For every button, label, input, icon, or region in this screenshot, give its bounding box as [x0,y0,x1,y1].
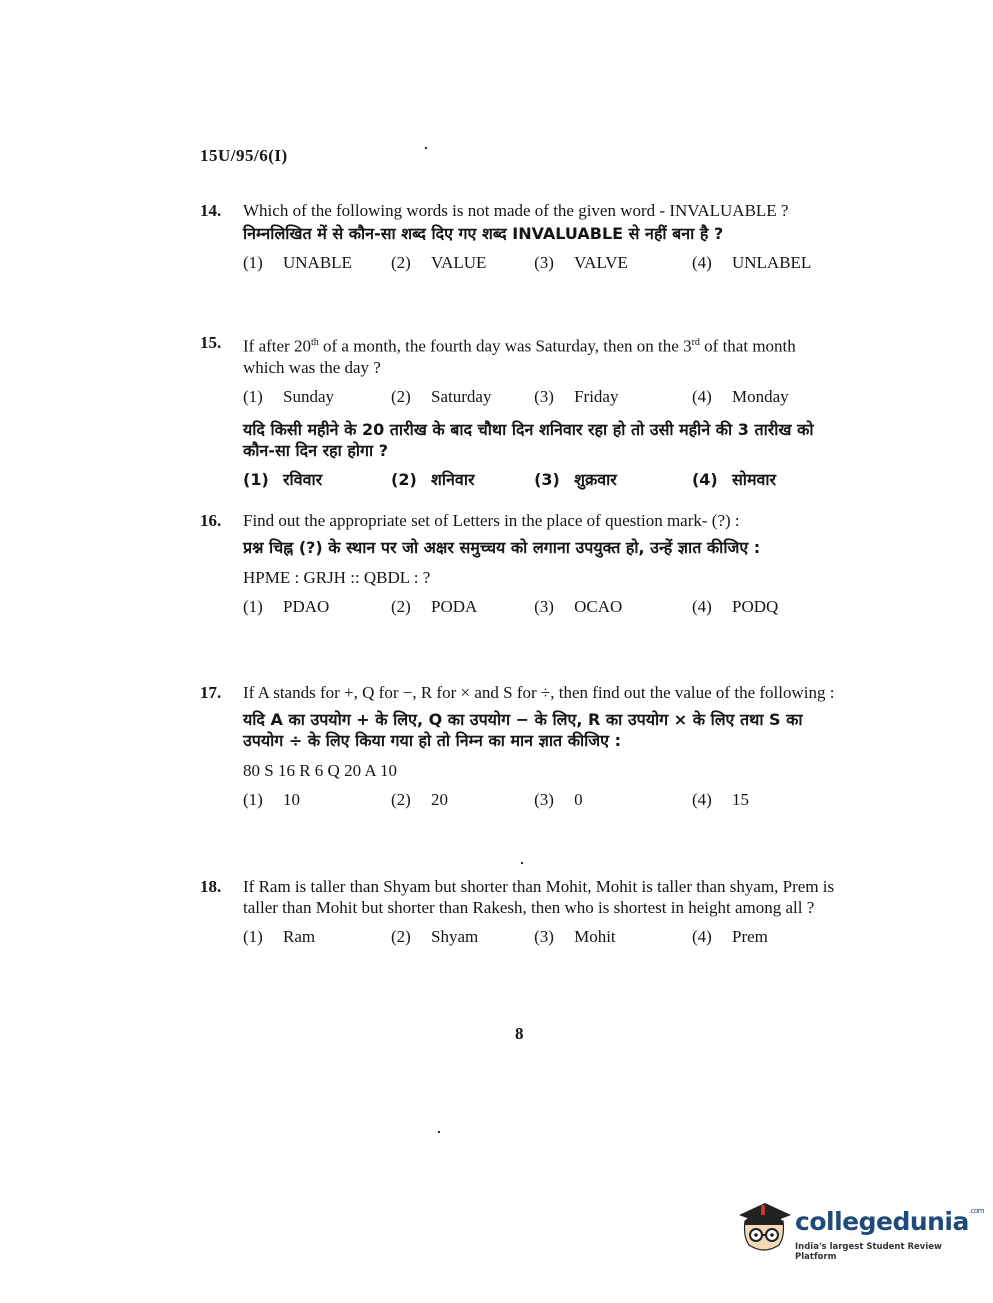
options [243,252,840,273]
option-2: (2) Saturday [391,386,492,406]
question-text-hi: निम्नलिखित में से कौन-सा शब्द दिए गए शब्द INVALUABLE से नहीं बना है ? [243,224,724,243]
options [243,926,840,947]
option-2: (2) PODA [391,597,478,616]
question-18 [200,876,840,947]
question-text-en: If Ram is taller than Shyam but shorter than Mohit, Mohit is taller than shyam, Prem is taller than Mohit but shorter than Rakesh, then who is shortest in height among all ? [243,877,835,917]
option-1: (1) PDAO [243,597,330,616]
option-3-hi: (3) शुक्रवार [534,469,617,489]
option-2: (2) Shyam [391,927,479,946]
options [243,386,840,407]
question-number: 18. [200,877,222,896]
option-3: (3) 0 [534,790,583,809]
mascot-icon [735,1197,793,1257]
question-text-hi: प्रश्न चिह्न (?) के स्थान पर जो अक्षर समुच्चय को लगाना उपयुक्त हो, उन्हें ज्ञात कीजिए : [243,538,761,557]
question-number: 15. [200,333,222,352]
option-1-hi: (1) रविवार [243,469,323,489]
option-1: (1) 10 [243,790,300,809]
option-4: (4) Prem [691,927,768,946]
option-1: (1) Sunday [243,386,334,406]
brand-name: collegedunia$^{.com}$ [795,1207,985,1236]
question-number: 16. [200,511,222,530]
question-text-en: If after 20th of a month, the fourth day was Saturday, then on the 3rd of that month which was the day ? [243,336,796,377]
question-number: 14. [200,201,222,220]
question-text-hi: यदि किसी महीने के 20 तारीख के बाद चौथा दिन शनिवार रहा हो तो उसी महीने की 3 तारीख को कौन-सा दिन रहा होगा ? [243,419,814,460]
options [243,789,840,810]
question-15 [200,332,840,490]
scan-speck [521,862,523,864]
option-2: (2) VALUE [391,253,487,272]
scan-speck [425,147,427,149]
option-4-hi: (4) सोमवार [691,469,777,489]
page-number: 8 [515,1024,524,1043]
question-number: 17. [200,683,222,702]
option-2-hi: (2) शनिवार [391,469,475,489]
option-3: (3) VALVE [534,253,628,272]
letter-sequence: HPME : GRJH :: QBDL : ? [243,568,431,587]
paper-code: 15U/95/6(I) [200,146,288,165]
question-text-en: Find out the appropriate set of Letters in the place of question mark- (?) : [243,511,740,530]
question-text-en: Which of the following words is not made of the given word - INVALUABLE ? [243,201,789,220]
option-4: (4) 15 [691,790,749,809]
question-text-hi: यदि A का उपयोग + के लिए, Q का उपयोग − के लिए, R का उपयोग × के लिए तथा S का उपयोग ÷ के लिए किया गया हो तो निम्न का मान ज्ञात कीजिए : [243,710,803,750]
option-2: (2) 20 [391,790,449,809]
option-4: (4) UNLABEL [691,253,812,272]
option-1: (1) UNABLE [243,253,352,272]
options [243,596,840,617]
collegedunia-logo [735,1195,985,1275]
expression: 80 S 16 R 6 Q 20 A 10 [243,761,397,780]
question-text-en: If A stands for +, Q for −, R for × and S for ÷, then find out the value of the following : [243,683,835,702]
scan-speck [438,1131,440,1133]
option-1: (1) Ram [243,927,316,946]
question-17 [200,682,840,810]
brand-tagline: India's largest Student Review Platform [795,1242,942,1262]
option-3: (3) Friday [534,386,619,406]
option-3: (3) OCAO [534,597,623,616]
option-3: (3) Mohit [534,927,616,946]
question-16 [200,510,840,617]
options-hi [243,469,840,490]
question-14 [200,200,840,273]
option-4: (4) PODQ [691,597,779,616]
option-4: (4) Monday [691,386,789,406]
